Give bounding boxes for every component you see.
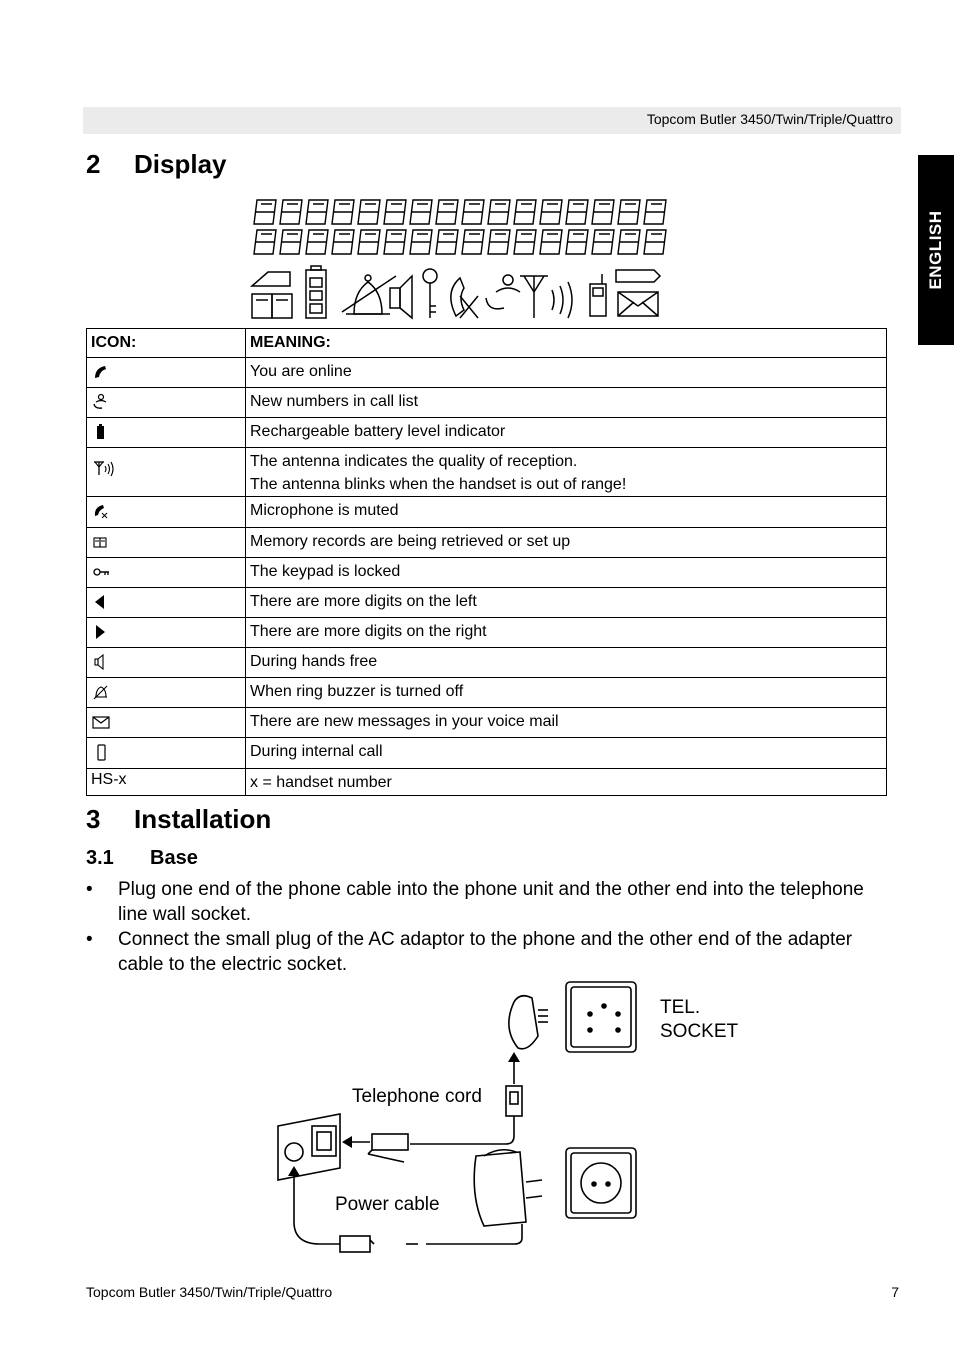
lcd-digit [306,230,328,254]
bell-off-icon [342,275,396,314]
tel-socket-label-line1: TEL. [660,997,701,1018]
tel-socket-label [660,996,738,1044]
rj-plug-icon [368,1134,408,1162]
lcd-digit [410,200,432,224]
meaning-cell [246,708,887,738]
mic-muted-icon [451,278,478,318]
subsection-number: 3.1 [86,847,114,869]
icon-cell [87,497,246,528]
lcd-digit [384,230,406,254]
battery-icon [306,266,326,318]
lcd-digit [254,200,276,224]
section-display-heading [86,149,227,180]
lcd-digit [488,200,510,224]
lcd-digit [306,200,328,224]
meaning-cell [246,418,887,448]
bell-off-icon [91,682,111,702]
bullet-marker: • [86,929,93,950]
speaker-icon [91,652,111,672]
lcd-digit [540,200,562,224]
icon-cell [87,448,246,497]
meaning-cell [246,558,887,588]
lcd-digit [358,230,380,254]
lcd-digit [514,200,536,224]
antenna-icon [520,276,572,318]
lcd-digit [332,200,354,224]
meaning-cell [246,738,887,769]
icon-cell [87,678,246,708]
meaning-cell [246,588,887,618]
language-tab-label: ENGLISH [926,210,945,290]
base-connection-diagram [270,976,670,1254]
table-row [87,497,887,528]
table-row [87,528,887,558]
meaning-cell [246,678,887,708]
meaning-text: The antenna blinks when the handset is out of range! [250,476,627,493]
mic-muted-icon [91,501,111,521]
icon-cell [87,528,246,558]
lcd-digit [644,230,666,254]
lcd-digit [514,230,536,254]
lcd-digit [618,200,640,224]
table-row [87,708,887,738]
icon-cell [87,738,246,769]
arrow-right-icon [91,622,111,642]
lcd-digit [540,230,562,254]
envelope-icon [616,270,660,316]
meaning-cell [246,618,887,648]
list-item [86,928,898,977]
icon-cell [87,648,246,678]
meaning-text: During internal call [250,743,383,760]
envelope-icon [91,712,111,732]
lcd-digit [566,230,588,254]
bullet-marker: • [86,879,93,900]
lcd-display-illustration [250,196,670,322]
table-row [87,388,887,418]
section-title: Display [134,149,227,179]
tel-socket-label-line2: SOCKET [660,1021,739,1042]
lcd-digit [436,200,458,224]
arrow-left-icon [91,592,111,612]
list-item-text: Connect the small plug of the AC adaptor to the phone and the other end of the adapter cable to the electric socket. [118,929,853,975]
phonebook-icon [252,272,292,318]
meaning-text: There are more digits on the right [250,623,487,640]
section-number: 3 [86,804,101,834]
lcd-digit [592,230,614,254]
section-title: Installation [134,804,272,834]
list-item [86,878,898,927]
tel-socket-icon [566,982,636,1052]
icon-cell [87,558,246,588]
table-row [87,678,887,708]
meaning-text: The keypad is locked [250,563,401,580]
lcd-digit [462,230,484,254]
icon-cell [87,618,246,648]
subsection-base-heading [86,847,198,870]
table-row [87,738,887,769]
lcd-digit [644,200,666,224]
call-list-icon [486,275,520,309]
lcd-digit [488,230,510,254]
lcd-digit [358,200,380,224]
table-row [87,618,887,648]
electric-socket-icon [566,1148,636,1218]
lcd-digit [410,230,432,254]
meaning-cell [246,497,887,528]
table-row [87,358,887,388]
column-header-meaning: MEANING: [246,329,887,358]
footer-title: Topcom Butler 3450/Twin/Triple/Quattro [86,1284,333,1300]
icon-cell [87,418,246,448]
battery-icon [91,422,111,442]
base-unit-back-icon [278,1114,340,1180]
dc-plug-icon [320,1236,374,1252]
table-row [87,588,887,618]
meaning-cell [246,448,887,497]
icon-cell [87,358,246,388]
lcd-digit [254,230,276,254]
lcd-digit [436,230,458,254]
icon-cell [87,708,246,738]
lcd-digit [618,230,640,254]
telephone-cord-label: Telephone cord [352,1086,482,1107]
meaning-text: x = handset number [250,774,392,791]
speaker-icon [390,276,412,318]
meaning-text: When ring buzzer is turned off [250,683,464,700]
meaning-cell [246,648,887,678]
installation-steps [86,878,898,978]
table-row [87,448,887,497]
icon-cell [87,588,246,618]
meaning-cell [246,358,887,388]
table-row [87,648,887,678]
meaning-text: Microphone is muted [250,502,399,519]
internal-call-icon [91,742,111,762]
phonebook-icon [91,532,111,552]
meaning-cell [246,769,887,796]
lcd-digit [384,200,406,224]
key-icon [423,269,437,318]
meaning-text: You are online [250,363,352,380]
internal-call-icon [590,274,606,316]
table-row [87,418,887,448]
meaning-cell [246,388,887,418]
page-number: 7 [891,1284,899,1300]
meaning-text: Memory records are being retrieved or set up [250,533,571,550]
page-header-bar [83,107,901,134]
table-header-row [87,329,887,358]
table-row [87,769,887,796]
icon-meaning-table [86,328,887,796]
lcd-digit [280,230,302,254]
lcd-digit [592,200,614,224]
meaning-cell [246,528,887,558]
meaning-text: Rechargeable battery level indicator [250,423,506,440]
icon-text: HS-x [91,771,127,788]
section-installation-heading [86,804,271,835]
icon-cell [87,769,246,796]
power-cable-label: Power cable [335,1194,440,1215]
antenna-icon [91,458,117,478]
key-icon [91,562,111,582]
telephone-plug-icon [509,996,548,1049]
handset-online-icon [91,362,111,382]
meaning-text: There are more digits on the left [250,593,477,610]
lcd-digit [332,230,354,254]
icon-cell [87,388,246,418]
header-title: Topcom Butler 3450/Twin/Triple/Quattro [646,111,893,127]
section-number: 2 [86,149,101,179]
meaning-text: During hands free [250,653,378,670]
language-tab [918,155,954,345]
column-header-icon: ICON: [87,329,246,358]
lcd-digit [462,200,484,224]
subsection-title: Base [150,847,198,869]
telephone-cord-connector [506,1086,522,1116]
list-item-text: Plug one end of the phone cable into the phone unit and the other end into the telephone line wall socket. [118,879,864,925]
meaning-text: The antenna indicates the quality of reception. [250,453,578,470]
meaning-text: There are new messages in your voice mail [250,713,559,730]
table-row [87,558,887,588]
power-adapter-icon [474,1150,542,1226]
lcd-digit [280,200,302,224]
call-list-icon [91,392,111,412]
meaning-text: New numbers in call list [250,393,419,410]
lcd-digit [566,200,588,224]
